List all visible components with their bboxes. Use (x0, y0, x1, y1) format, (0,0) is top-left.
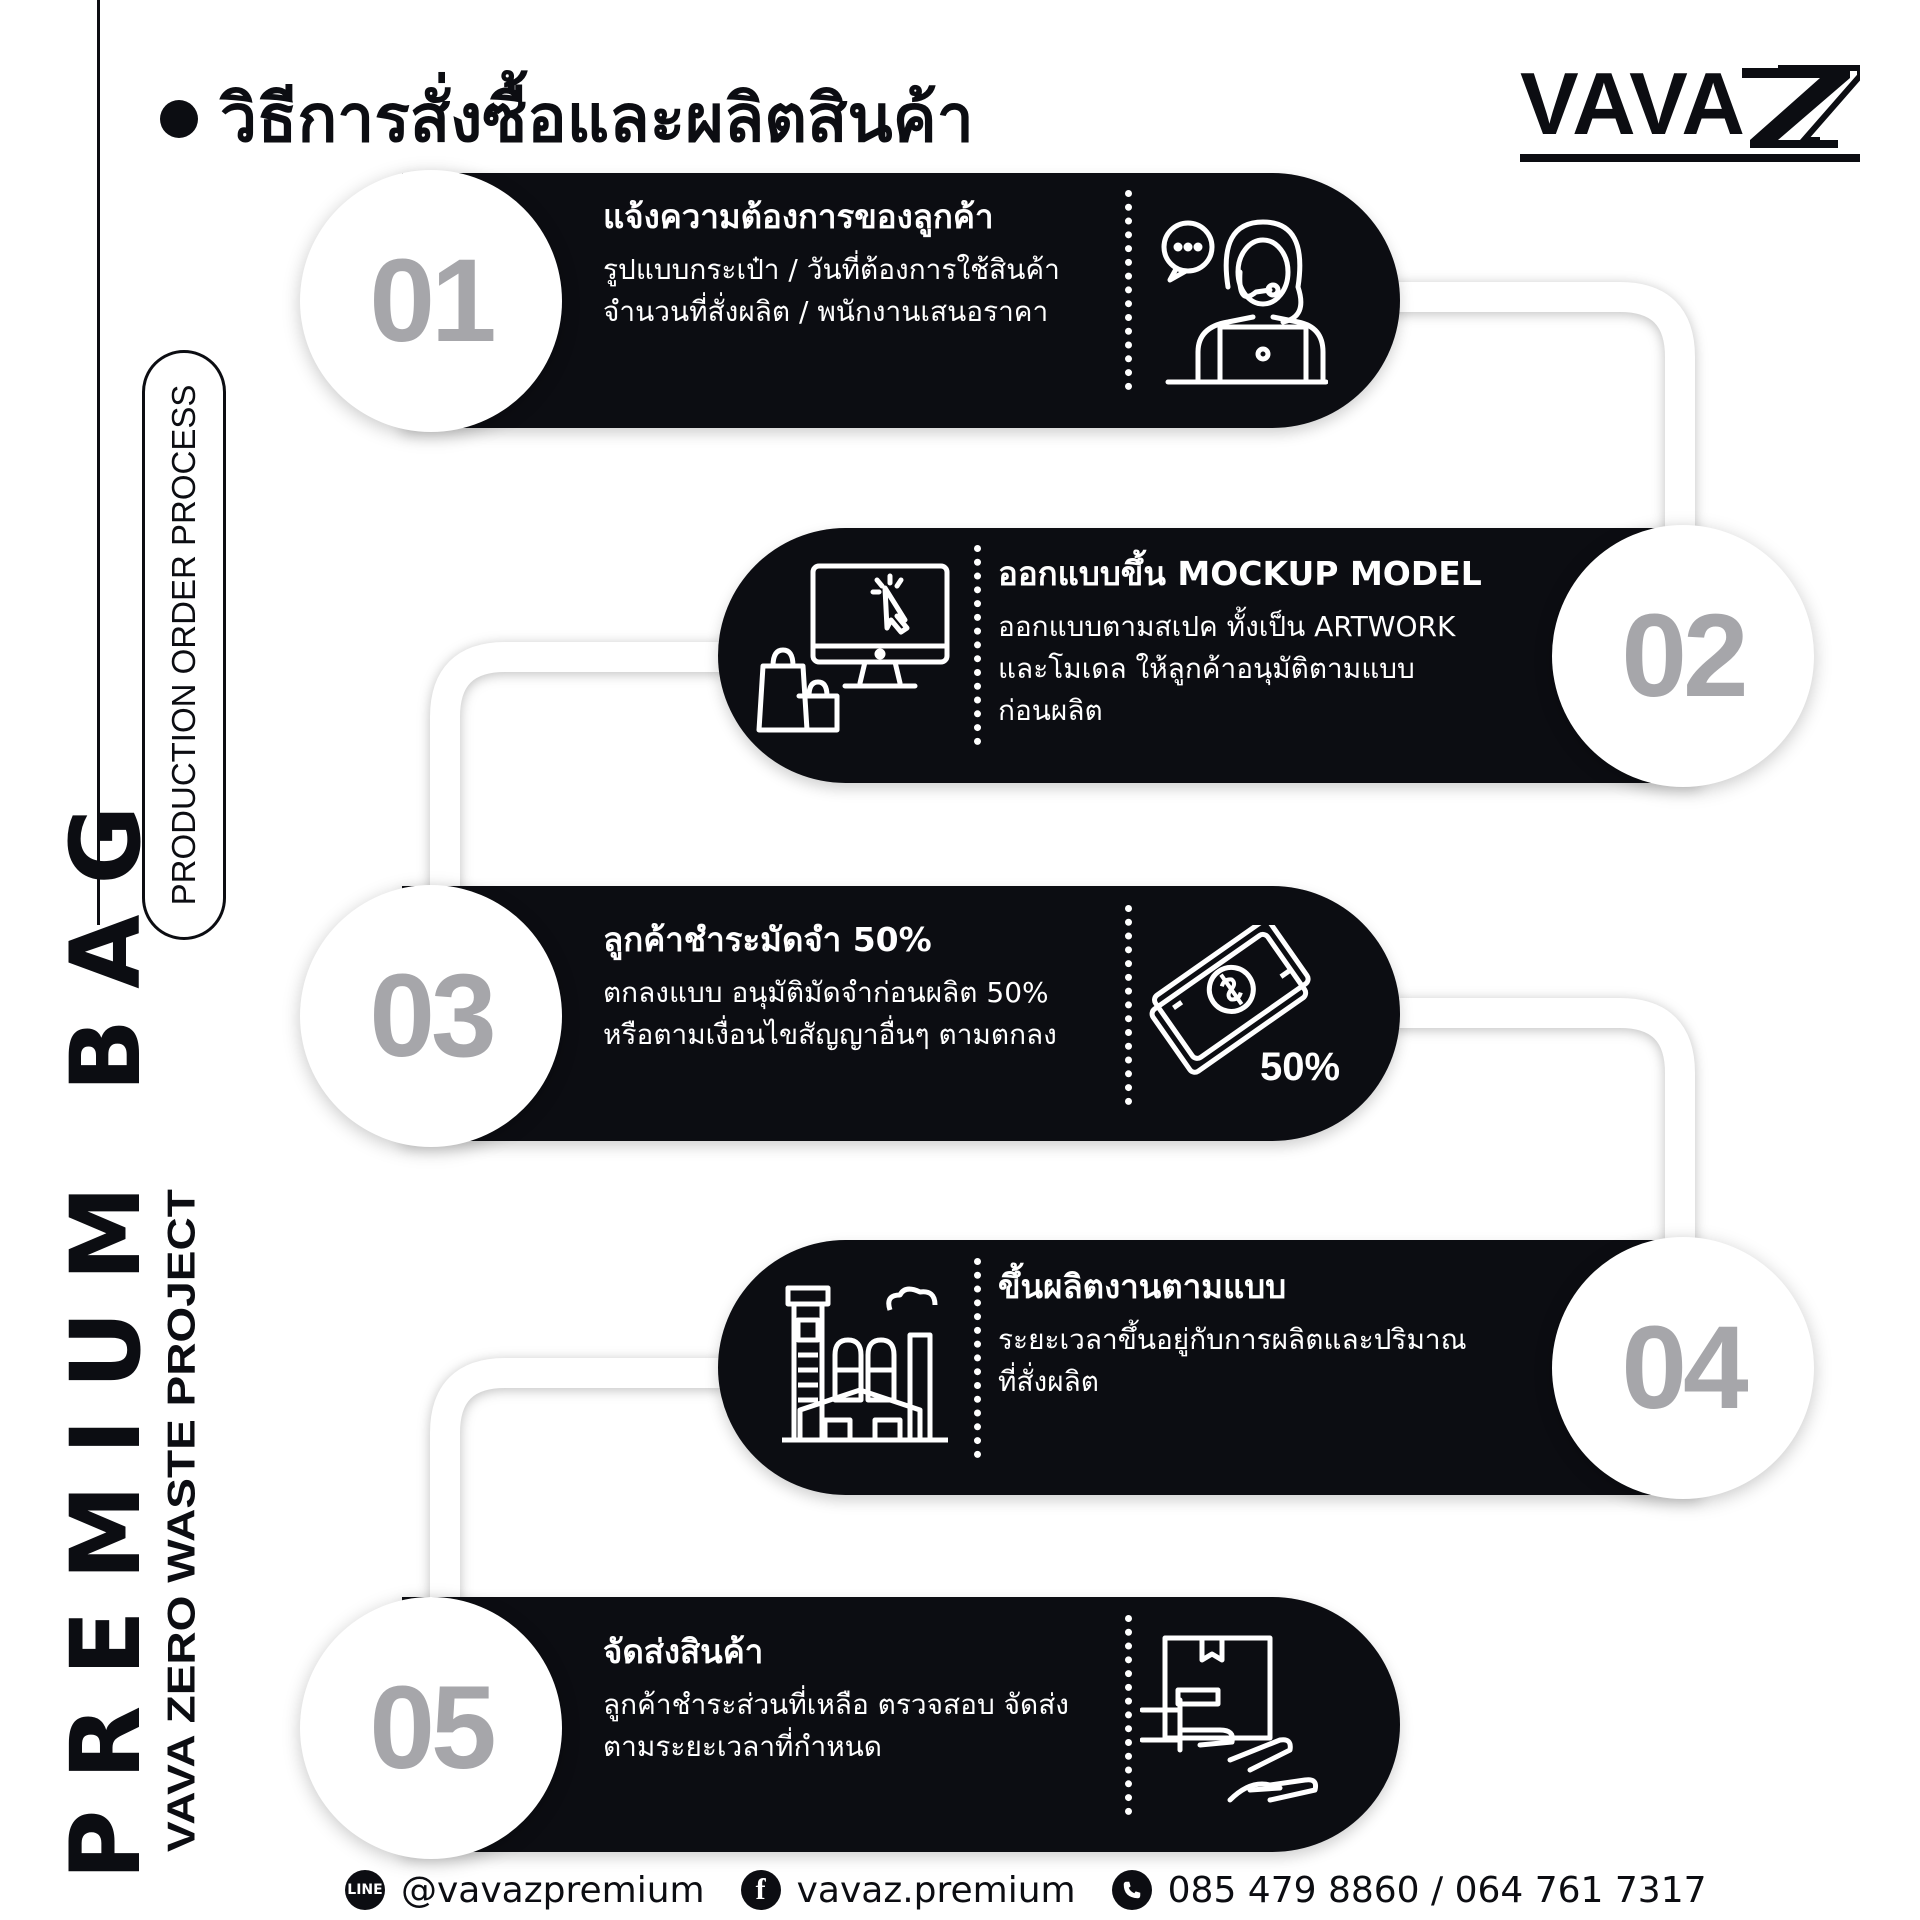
step-2-line-3: ก่อนผลิต (998, 694, 1103, 727)
factory-icon (780, 1280, 950, 1450)
step-4-separator (974, 1258, 981, 1458)
step-3-text (603, 918, 1057, 1056)
step-5-text (603, 1630, 1069, 1768)
step-2-line-2: และโมเดล ให้ลูกค้าอนุมัติตามแบบ (998, 652, 1415, 685)
step-3-heading: ลูกค้าชำระมัดจำ 50% (603, 920, 932, 959)
step-2-text (998, 552, 1482, 732)
facebook-text: vavaz.premium (796, 1869, 1076, 1911)
step-5-line-2: ตามระยะเวลาที่กำหนด (603, 1730, 882, 1763)
step-4-heading: ขึ้นผลิตงานตามแบบ (998, 1267, 1287, 1306)
step-1-separator (1125, 190, 1132, 390)
step-1-line-1: รูปแบบกระเป๋า / วันที่ต้องการใช้สินค้า (603, 253, 1060, 286)
deposit-percent-label: 50% (1260, 1045, 1341, 1089)
step-3-line-2: หรือตามเงื่อนไขสัญญาอื่นๆ ตามตกลง (603, 1018, 1057, 1051)
contact-footer (345, 1862, 1743, 1918)
page-title-text: วิธีการสั่งซื้อและผลิตสินค้า (220, 80, 974, 157)
brand-subtitle-vertical: VAVA ZERO WASTE PROJECT (158, 1189, 204, 1852)
step-4-text (998, 1265, 1467, 1403)
line-app-icon: LINE (345, 1870, 385, 1910)
step-5-line-1: ลูกค้าชำระส่วนที่เหลือ ตรวจสอบ จัดส่ง (603, 1688, 1069, 1721)
step-4-line-2: ที่สั่งผลิต (998, 1365, 1099, 1398)
step-4-line-1: ระยะเวลาขึ้นอยู่กับการผลิตและปริมาณ (998, 1323, 1467, 1356)
facebook-contact[interactable] (741, 1870, 1076, 1911)
phone-contact[interactable] (1112, 1870, 1707, 1911)
phone-numbers-text: 085 479 8860 / 064 761 7317 (1167, 1869, 1707, 1911)
facebook-icon: f (741, 1870, 781, 1910)
step-5-heading: จัดส่งสินค้า (603, 1632, 764, 1671)
step-3-number: 03 (300, 885, 562, 1147)
step-5-number: 05 (300, 1597, 562, 1859)
step-4-number: 04 (1552, 1237, 1814, 1499)
step-1-number: 01 (300, 170, 562, 432)
line-id-text: @vavazpremium (401, 1869, 705, 1911)
computer-design-icon (755, 558, 955, 738)
phone-icon (1112, 1870, 1152, 1910)
process-pill-label: PRODUCTION ORDER PROCESS (142, 350, 226, 940)
step-1-heading: แจ้งความต้องการของลูกค้า (603, 197, 994, 236)
customer-service-icon (1158, 212, 1328, 387)
brand-title-vertical: PREMIUM BAG (50, 775, 162, 1880)
logo-text: VAVA (1520, 54, 1745, 153)
step-5-separator (1125, 1615, 1132, 1815)
delivery-box-icon (1140, 1630, 1340, 1810)
step-2-number: 02 (1552, 525, 1814, 787)
money-deposit-icon (1140, 925, 1340, 1095)
step-3-separator (1125, 905, 1132, 1105)
step-2-heading: ออกแบบขึ้น MOCKUP MODEL (998, 554, 1482, 593)
step-2-separator (974, 545, 981, 745)
step-3-line-1: ตกลงแบบ อนุมัติมัดจำก่อนผลิต 50% (603, 976, 1049, 1009)
step-1-line-2: จำนวนที่สั่งผลิต / พนักงานเสนอราคา (603, 295, 1049, 328)
step-2-line-1: ออกแบบตามสเปค ทั้งเป็น ARTWORK (998, 610, 1456, 643)
line-contact[interactable] (345, 1870, 705, 1911)
step-1-text (603, 195, 1060, 333)
